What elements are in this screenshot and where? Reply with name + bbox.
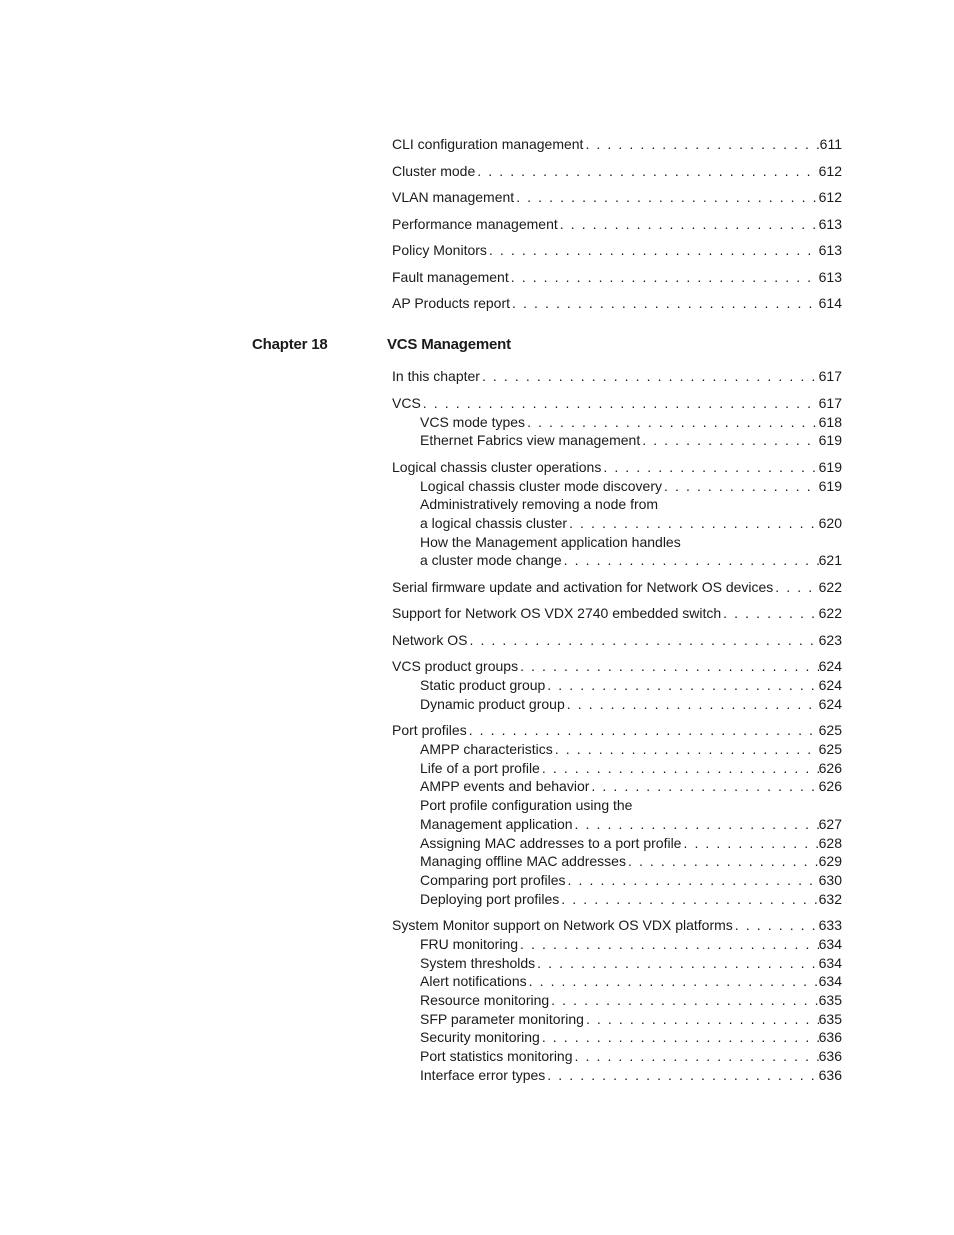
toc-entry-page: 630 — [818, 872, 842, 888]
toc-entry-page: 632 — [818, 891, 842, 907]
toc-entry-label: System Monitor support on Network OS VDX platforms — [392, 917, 733, 933]
toc-entry-label: Port profile configuration using the — [420, 797, 633, 813]
dot-leader — [584, 1010, 819, 1029]
toc-entry-page: 628 — [818, 835, 842, 851]
toc-subentry[interactable] — [420, 815, 842, 834]
toc-entry[interactable] — [392, 458, 842, 477]
toc-entry-label: Logical chassis cluster mode discovery — [420, 478, 662, 494]
toc-entry-page: 636 — [818, 1048, 842, 1064]
toc-entry-page: 612 — [818, 189, 842, 205]
toc-entry[interactable] — [392, 162, 842, 181]
toc-subentry[interactable] — [420, 777, 842, 796]
toc-subentry-continued[interactable] — [420, 495, 842, 514]
dot-leader — [525, 413, 819, 432]
toc-entry-label: How the Management application handles — [420, 534, 681, 550]
toc-entry-page: 634 — [818, 936, 842, 952]
dot-leader — [566, 871, 819, 890]
toc-entry[interactable] — [392, 394, 842, 413]
toc-entry-page: 617 — [818, 368, 842, 384]
dot-leader — [549, 991, 818, 1010]
toc-entry-label: Cluster mode — [392, 163, 476, 179]
dot-leader — [545, 1066, 818, 1085]
dot-leader — [527, 972, 819, 991]
toc-entry[interactable] — [392, 721, 842, 740]
toc-entry-label: Dynamic product group — [420, 696, 565, 712]
toc-subentry-continued[interactable] — [420, 796, 842, 815]
dot-leader — [487, 241, 819, 260]
toc-entry-label: Assigning MAC addresses to a port profile — [420, 835, 682, 851]
dot-leader — [467, 721, 819, 740]
toc-entry-page: 613 — [818, 269, 842, 285]
toc-entry-label: VLAN management — [392, 189, 515, 205]
toc-entry[interactable] — [392, 135, 842, 154]
toc-entry[interactable] — [392, 268, 842, 287]
toc-entry-label: VCS mode types — [420, 414, 526, 430]
toc-entry-label: Serial firmware update and activation for Network OS devices — [392, 579, 774, 595]
toc-subentry-continued[interactable] — [420, 533, 842, 552]
toc-subentry[interactable] — [420, 871, 842, 890]
dot-leader — [562, 551, 819, 570]
toc-entry-page: 634 — [818, 973, 842, 989]
toc-subentry[interactable] — [420, 991, 842, 1010]
toc-entry-page: 613 — [818, 216, 842, 232]
toc-entry-label: In this chapter — [392, 368, 480, 384]
chapter-number: Chapter 18 — [252, 336, 328, 353]
toc-entry-page: 624 — [818, 696, 842, 712]
toc-subentry[interactable] — [420, 514, 842, 533]
toc-entry-page: 618 — [818, 414, 842, 430]
toc-entry[interactable] — [392, 916, 842, 935]
toc-subentry[interactable] — [420, 695, 842, 714]
dot-leader — [421, 394, 819, 413]
dot-leader — [589, 777, 818, 796]
toc-entry-label: Managing offline MAC addresses — [420, 853, 626, 869]
chapter-title[interactable]: VCS Management — [387, 336, 511, 353]
dot-leader — [540, 1028, 819, 1047]
dot-leader — [475, 162, 818, 181]
toc-entry-label: System thresholds — [420, 955, 536, 971]
dot-leader — [573, 1047, 819, 1066]
toc-entry-label: Support for Network OS VDX 2740 embedded switch — [392, 605, 722, 621]
toc-entry-page: 622 — [818, 579, 842, 595]
toc-entry-label: Deploying port profiles — [420, 891, 560, 907]
toc-entry-label: Life of a port profile — [420, 760, 540, 776]
toc-entry-label: SFP parameter monitoring — [420, 1011, 584, 1027]
toc-entry-page: 633 — [818, 917, 842, 933]
toc-entry-label: Performance management — [392, 216, 558, 232]
toc-subentry[interactable] — [420, 834, 842, 853]
dot-leader — [553, 740, 819, 759]
toc-entry-page: 634 — [818, 955, 842, 971]
toc-entry-label: AMPP characteristics — [420, 741, 553, 757]
toc-entry-label: Fault management — [392, 269, 509, 285]
toc-entry-label: Administratively removing a node from — [420, 496, 659, 512]
toc-entry-label: Policy Monitors — [392, 242, 487, 258]
dot-leader — [509, 268, 819, 287]
dot-leader — [640, 431, 818, 450]
toc-entry-label: Comparing port profiles — [420, 872, 566, 888]
toc-subentry[interactable] — [420, 1010, 842, 1029]
toc-subentry[interactable] — [420, 477, 842, 496]
toc-subentry[interactable] — [420, 852, 842, 871]
toc-entry-label: a logical chassis cluster — [420, 515, 568, 531]
toc-entry-page: 625 — [818, 741, 842, 757]
toc-entry-page: 614 — [818, 295, 842, 311]
toc-subentry[interactable] — [420, 954, 842, 973]
toc-entry-page: 619 — [818, 478, 842, 494]
toc-entry-label: Network OS — [392, 632, 468, 648]
dot-leader — [662, 477, 819, 496]
dot-leader — [773, 578, 818, 597]
dot-leader — [518, 657, 819, 676]
toc-entry-page: 626 — [818, 778, 842, 794]
dot-leader — [565, 695, 819, 714]
dot-leader — [467, 631, 818, 650]
dot-leader — [545, 676, 818, 695]
toc-entry-page: 626 — [818, 760, 842, 776]
toc-entry-page: 620 — [818, 515, 842, 531]
toc-entry-page: 627 — [818, 816, 842, 832]
toc-entry-page: 613 — [818, 242, 842, 258]
dot-leader — [480, 367, 819, 386]
toc-entry-page: 624 — [818, 677, 842, 693]
dot-leader — [535, 954, 818, 973]
toc-entry-page: 635 — [818, 1011, 842, 1027]
toc-entry-label: Port profiles — [392, 722, 467, 738]
dot-leader — [559, 890, 818, 909]
toc-subentry[interactable] — [420, 759, 842, 778]
toc-subentry[interactable] — [420, 1066, 842, 1085]
toc-entry-label: Alert notifications — [420, 973, 527, 989]
toc-subentry[interactable] — [420, 676, 842, 695]
toc-entry-label: VCS — [392, 395, 421, 411]
dot-leader — [573, 815, 819, 834]
dot-leader — [626, 852, 819, 871]
toc-entry[interactable] — [392, 188, 842, 207]
dot-leader — [681, 834, 818, 853]
dot-leader — [567, 514, 819, 533]
toc-entry[interactable] — [392, 657, 842, 676]
dot-leader — [540, 759, 819, 778]
toc-entry-label: Static product group — [420, 677, 546, 693]
toc-subentry[interactable] — [420, 1047, 842, 1066]
toc-subentry[interactable] — [420, 935, 842, 954]
toc-entry-page: 622 — [818, 605, 842, 621]
toc-entry-page: 611 — [819, 136, 842, 152]
toc-entry-label: a cluster mode change — [420, 552, 562, 568]
dot-leader — [583, 135, 819, 154]
toc-entry-page: 617 — [818, 395, 842, 411]
toc-entry[interactable] — [392, 604, 842, 623]
dot-leader — [514, 188, 818, 207]
toc-subentry[interactable] — [420, 890, 842, 909]
toc-entry-page: 636 — [818, 1067, 842, 1083]
toc-subentry[interactable] — [420, 740, 842, 759]
toc-entry-page: 636 — [818, 1029, 842, 1045]
toc-entry-page: 629 — [818, 853, 842, 869]
toc-entry[interactable] — [392, 578, 842, 597]
toc-subentry[interactable] — [420, 551, 842, 570]
dot-leader — [518, 935, 819, 954]
toc-entry-label: Resource monitoring — [420, 992, 550, 1008]
toc-entry-page: 612 — [818, 163, 842, 179]
toc-entry-label: Logical chassis cluster operations — [392, 459, 602, 475]
toc-entry[interactable] — [392, 631, 842, 650]
dot-leader — [721, 604, 818, 623]
toc-entry-label: Interface error types — [420, 1067, 546, 1083]
toc-entry-page: 624 — [818, 658, 842, 674]
toc-entry-page: 625 — [818, 722, 842, 738]
toc-entry-label: AP Products report — [392, 295, 511, 311]
toc-entry-label: CLI configuration management — [392, 136, 584, 152]
toc-subentry[interactable] — [420, 431, 842, 450]
toc-subentry[interactable] — [420, 413, 842, 432]
toc-entry-label: Port statistics monitoring — [420, 1048, 573, 1064]
toc-subentry[interactable] — [420, 1028, 842, 1047]
toc-entry-label: VCS product groups — [392, 658, 519, 674]
toc-entry-label: Ethernet Fabrics view management — [420, 432, 641, 448]
toc-entry-label: Security monitoring — [420, 1029, 540, 1045]
toc-entry[interactable] — [392, 215, 842, 234]
toc-entry[interactable] — [392, 294, 842, 313]
dot-leader — [733, 916, 819, 935]
toc-entry-page: 619 — [818, 432, 842, 448]
toc-entry[interactable] — [392, 241, 842, 260]
toc-entry-label: Management application — [420, 816, 573, 832]
toc-entry-label: AMPP events and behavior — [420, 778, 590, 794]
toc-entry-page: 621 — [818, 552, 842, 568]
dot-leader — [601, 458, 818, 477]
toc-entry[interactable] — [392, 367, 842, 386]
toc-entry-page: 619 — [818, 459, 842, 475]
toc-entry-page: 635 — [818, 992, 842, 1008]
dot-leader — [510, 294, 819, 313]
toc-entry-label: FRU monitoring — [420, 936, 519, 952]
dot-leader — [558, 215, 819, 234]
toc-subentry[interactable] — [420, 972, 842, 991]
toc-entry-page: 623 — [818, 632, 842, 648]
